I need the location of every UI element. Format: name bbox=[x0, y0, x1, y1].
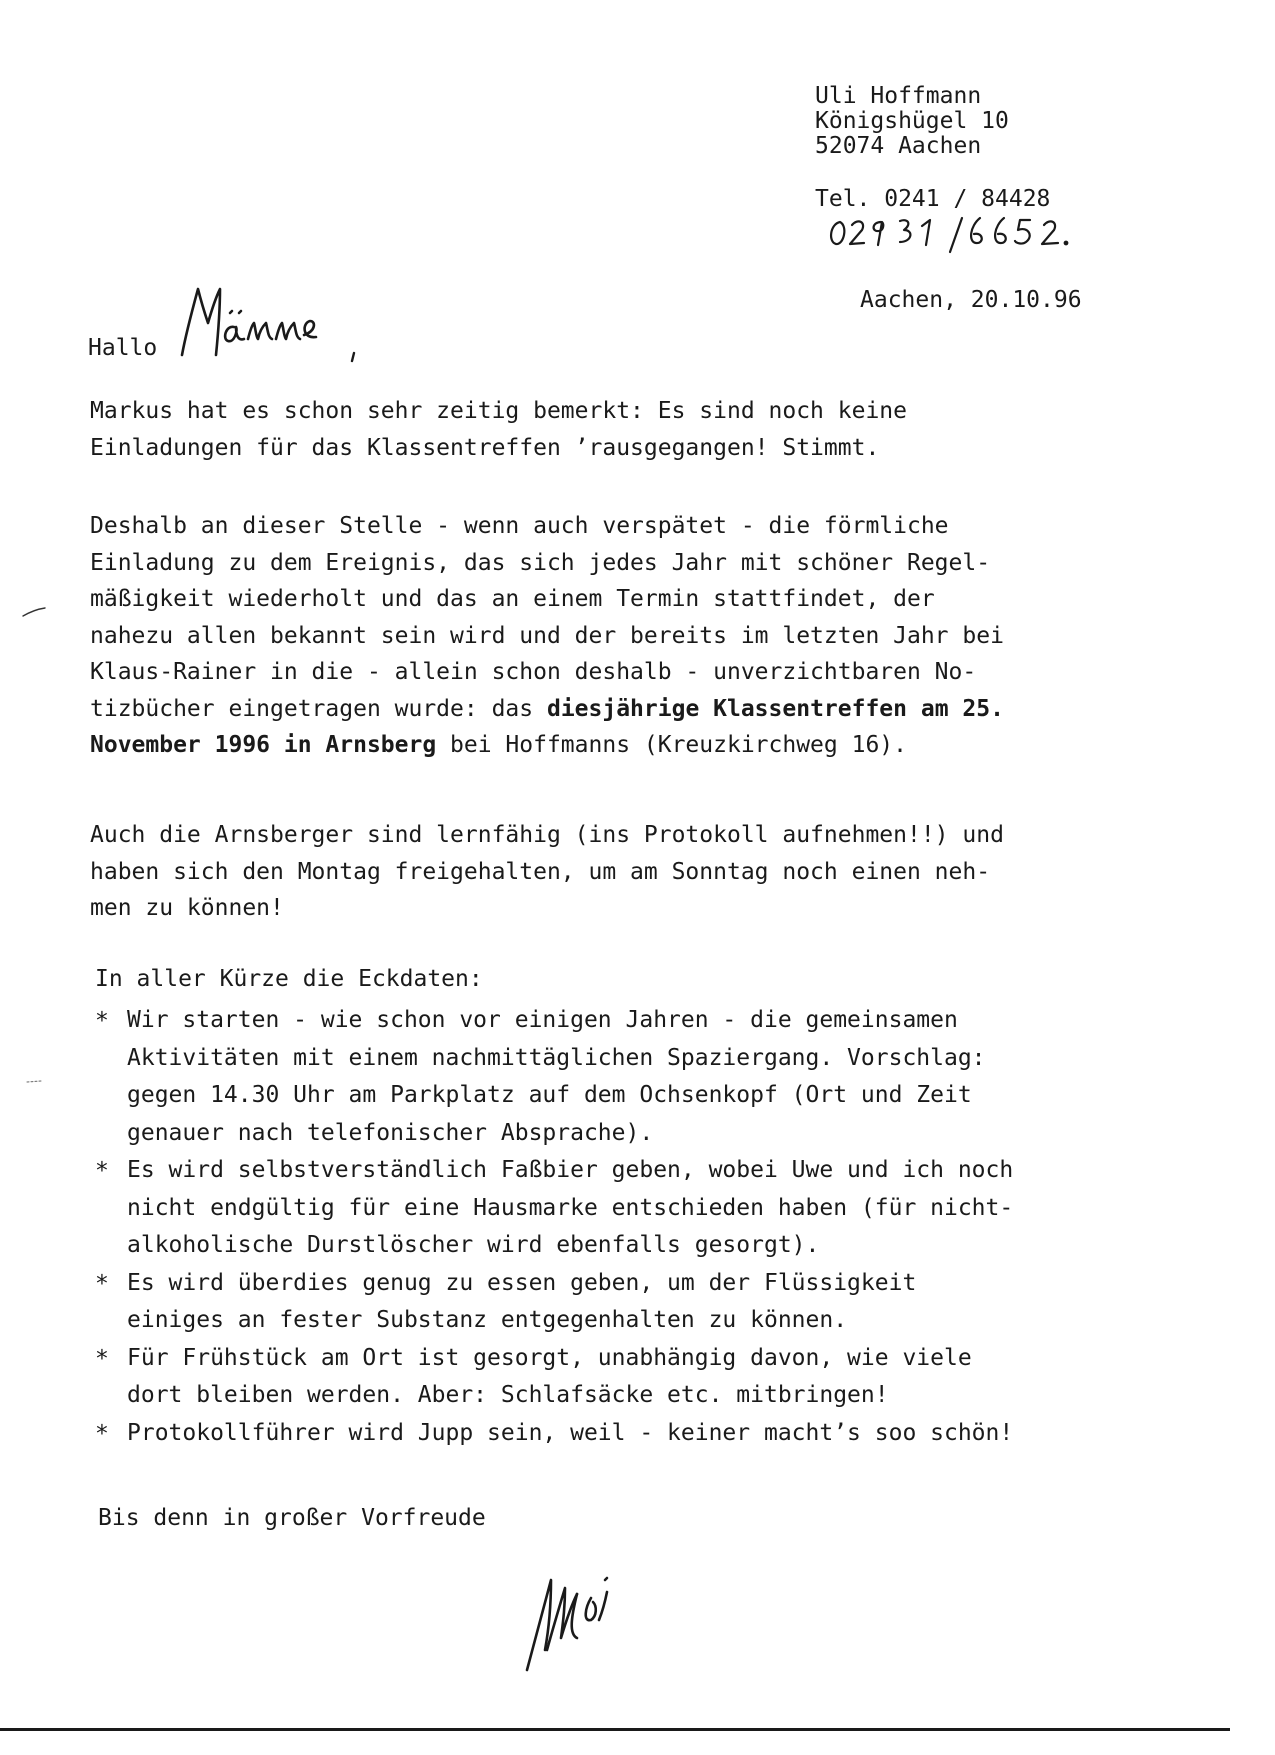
greeting-word: Hallo bbox=[88, 335, 158, 361]
text-fragment: bei Hoffmanns (Kreuzkirchweg 16). bbox=[436, 732, 907, 758]
text-line bbox=[90, 691, 1100, 728]
text-line: einiges an fester Substanz entgegenhalten zu können. bbox=[127, 1307, 848, 1333]
bullet-star-icon: * bbox=[95, 1008, 109, 1034]
paragraph-opening bbox=[90, 393, 1100, 466]
text-line: alkoholische Durstlöscher wird ebenfalls gesorgt). bbox=[127, 1232, 820, 1258]
list-item bbox=[95, 1265, 1105, 1340]
key-facts-list bbox=[95, 1002, 1105, 1452]
text-line bbox=[90, 727, 1100, 764]
sender-address bbox=[815, 84, 1009, 159]
text-line: men zu können! bbox=[90, 895, 284, 921]
text-line: genauer nach telefonischer Absprache). bbox=[127, 1119, 654, 1146]
text-line: Einladung zu dem Ereignis, das sich jedes Jahr mit schöner Regel- bbox=[90, 549, 991, 576]
text-line: Für Frühstück am Ort ist gesorgt, unabhängig davon, wie viele bbox=[127, 1344, 972, 1371]
text-line: Wir starten - wie schon vor einigen Jahren - die gemeinsamen bbox=[127, 1007, 958, 1033]
bullet-star-icon: * bbox=[95, 1345, 109, 1372]
handwritten-signature bbox=[515, 1558, 655, 1678]
sender-street: Königshügel 10 bbox=[815, 108, 1009, 134]
handwritten-name-maenne bbox=[176, 283, 376, 363]
margin-mark bbox=[26, 1078, 42, 1084]
list-item bbox=[95, 1415, 1105, 1453]
text-line: Markus hat es schon sehr zeitig bemerkt: Es sind noch keine bbox=[90, 398, 907, 424]
letter-date: Aachen, 20.10.96 bbox=[860, 287, 1082, 313]
event-highlight: November 1996 in Arnsberg bbox=[90, 732, 437, 758]
text-line: haben sich den Montag freigehalten, um am Sonntag noch einen neh- bbox=[90, 858, 991, 885]
text-line: nahezu allen bekannt sein wird und der bereits im letzten Jahr bei bbox=[90, 622, 1004, 649]
list-item bbox=[95, 1002, 1105, 1152]
bottom-rule bbox=[0, 1728, 1230, 1731]
text-line: Deshalb an dieser Stelle - wenn auch verspätet - die förmliche bbox=[90, 513, 949, 539]
text-line: Es wird selbstverständlich Faßbier geben, wobei Uwe und ich noch bbox=[127, 1157, 1014, 1183]
text-line: nicht endgültig für eine Hausmarke entschieden haben (für nicht- bbox=[127, 1194, 1014, 1221]
text-line: Protokollführer wird Jupp sein, weil - keiner macht’s soo schön! bbox=[127, 1419, 1014, 1446]
key-facts-intro: In aller Kürze die Eckdaten: bbox=[95, 966, 483, 992]
text-line: Aktivitäten mit einem nachmittäglichen Spaziergang. Vorschlag: bbox=[127, 1044, 986, 1071]
bullet-star-icon: * bbox=[95, 1420, 109, 1447]
margin-mark bbox=[22, 606, 46, 618]
list-item bbox=[95, 1152, 1105, 1265]
sender-name: Uli Hoffmann bbox=[815, 83, 982, 109]
closing-line: Bis denn in großer Vorfreude bbox=[98, 1505, 486, 1531]
text-line: Es wird überdies genug zu essen geben, um der Flüssigkeit bbox=[127, 1269, 917, 1296]
paragraph-arnsberger bbox=[90, 817, 1100, 927]
bullet-star-icon: * bbox=[95, 1158, 109, 1184]
text-line: dort bleiben werden. Aber: Schlafsäcke etc. mitbringen! bbox=[127, 1382, 889, 1408]
text-line: gegen 14.30 Uhr am Parkplatz auf dem Ochsenkopf (Ort und Zeit bbox=[127, 1082, 972, 1108]
text-line: mäßigkeit wiederholt und das an einem Termin stattfindet, der bbox=[90, 586, 935, 612]
text-line: Einladungen für das Klassentreffen ’rausgegangen! Stimmt. bbox=[90, 434, 880, 461]
sender-phone: Tel. 0241 / 84428 bbox=[815, 186, 1051, 212]
text-line: Klaus-Rainer in die - allein schon deshalb - unverzichtbaren No- bbox=[90, 659, 977, 685]
greeting bbox=[88, 283, 388, 363]
paragraph-invitation bbox=[90, 508, 1100, 764]
event-highlight: diesjährige Klassentreffen am 25. bbox=[546, 695, 1004, 722]
text-line: Auch die Arnsberger sind lernfähig (ins Protokoll aufnehmen!!) und bbox=[90, 822, 1004, 848]
list-item bbox=[95, 1340, 1105, 1415]
handwritten-phone-number bbox=[826, 212, 1076, 258]
bullet-star-icon: * bbox=[95, 1270, 109, 1297]
sender-city: 52074 Aachen bbox=[815, 133, 982, 159]
text-fragment: tizbücher eingetragen wurde: das bbox=[90, 695, 547, 722]
